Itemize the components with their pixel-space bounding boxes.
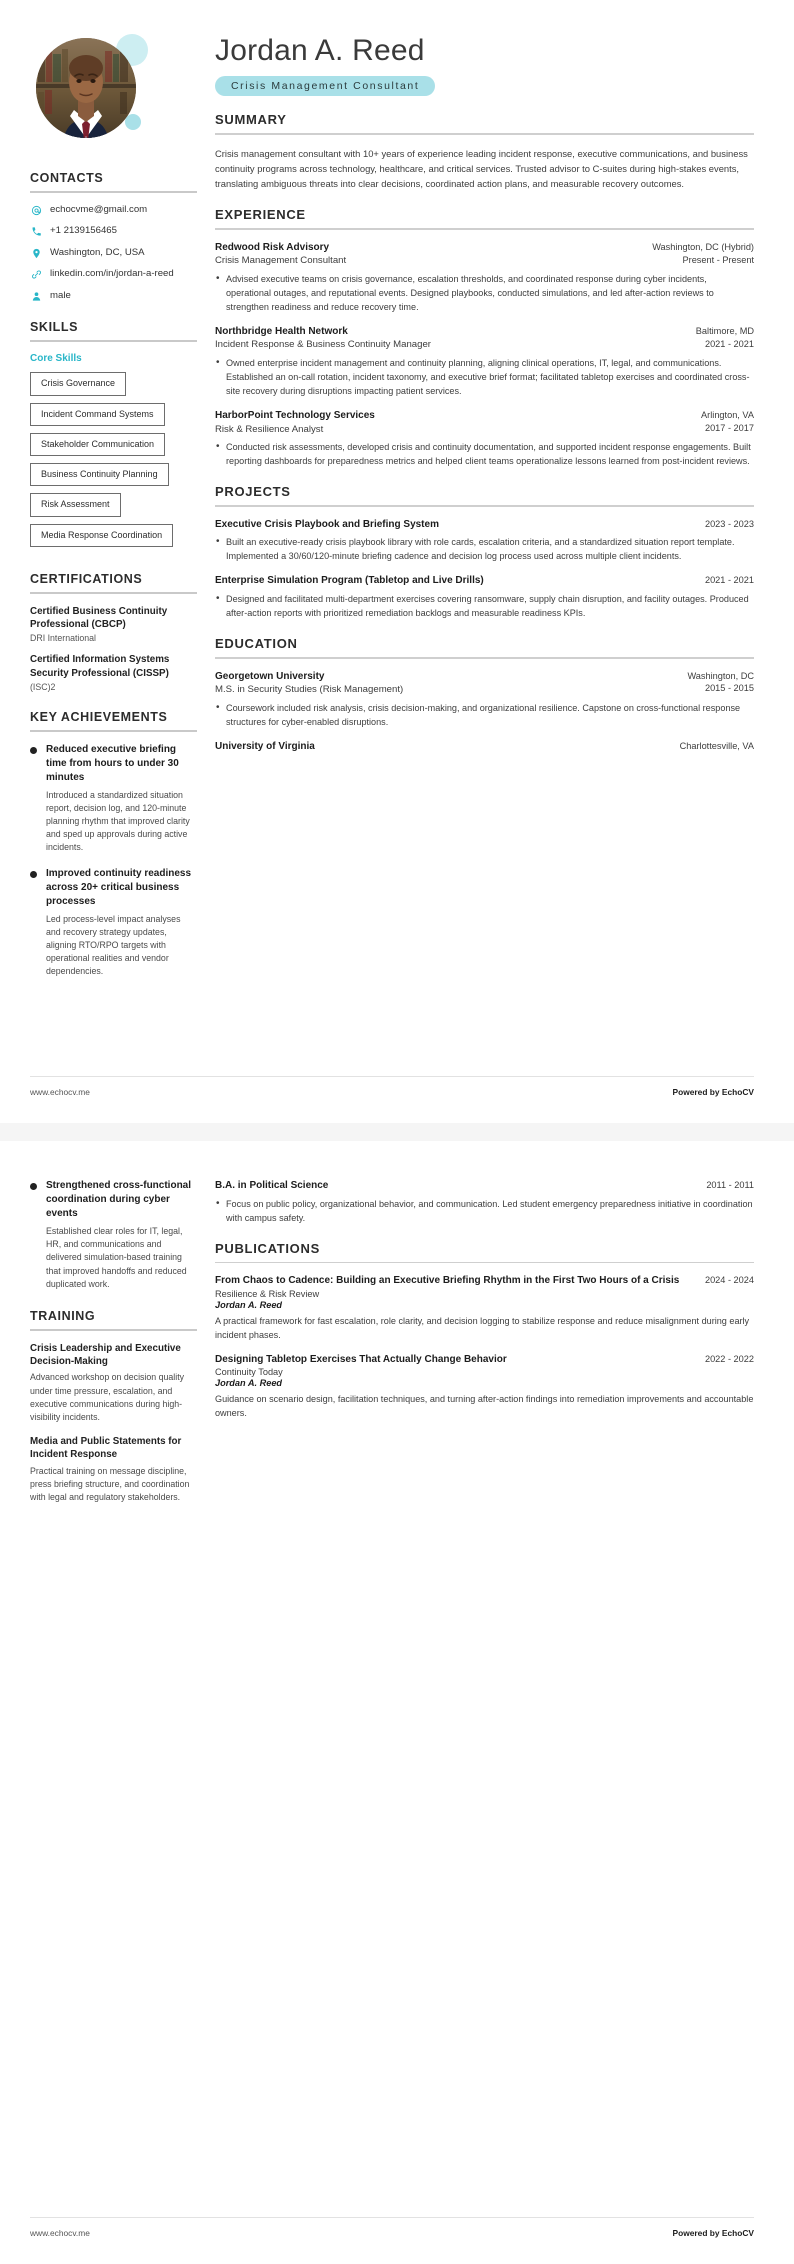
project-item (215, 574, 754, 620)
projects-heading: PROJECTS (215, 484, 291, 500)
contact-linkedin-value: linkedin.com/in/jordan-a-reed (50, 268, 174, 280)
training-desc: Practical training on message discipline, press briefing structure, and coordination with legal and regulatory stakeholders. (30, 1465, 190, 1502)
experience-dates: 2017 - 2017 (704, 422, 754, 433)
achievement-title: Improved continuity readiness across 20+ critical business processes (46, 867, 192, 907)
skills-section (30, 320, 197, 554)
contact-phone[interactable] (30, 225, 197, 237)
footer-brand (673, 1087, 754, 1097)
footer-brand-name: EchoCV (721, 2228, 754, 2238)
bullet-item: • Focus on public policy, organizational behavior, and communication. Led student emergency preparedness initiative in coordination with campus safety. (215, 1197, 754, 1225)
experience-section (215, 207, 754, 468)
resume-page-1 (0, 0, 794, 1123)
experience-bullets (215, 272, 754, 314)
education-school: Georgetown University (215, 670, 325, 682)
publication-author: Jordan A. Reed (215, 1378, 283, 1389)
certification-org: DRI International (30, 633, 97, 644)
achievements-divider (30, 730, 197, 732)
skills-divider (30, 340, 197, 342)
publication-journal: Continuity Today (215, 1367, 283, 1378)
sidebar (0, 0, 215, 991)
education-degree: M.S. in Security Studies (Risk Management) (215, 684, 404, 696)
experience-location: Baltimore, MD (695, 325, 754, 336)
summary-divider (215, 133, 754, 135)
contacts-heading: CONTACTS (30, 171, 104, 185)
sidebar-continued (0, 1141, 215, 1515)
skill-chip: Incident Command Systems (30, 403, 165, 426)
bullet-item: • Conducted risk assessments, developed crisis and continuity documentation, and supported incident response engagements. Built reporting dashboards for preparedness metrics and helped client teams operationalize lessons learned from post-incident reviews. (215, 440, 754, 468)
footer-divider (30, 2217, 754, 2218)
main-content (215, 0, 794, 991)
achievement-title: Strengthened cross-functional coordination during cyber events (46, 1180, 192, 1219)
contact-location (30, 247, 197, 259)
publications-section (215, 1241, 754, 1421)
education-school: University of Virginia (215, 740, 315, 752)
skills-group-title: Core Skills (30, 353, 82, 365)
achievements-section (30, 710, 197, 979)
publication-dates: 2022 - 2022 (704, 1353, 754, 1364)
experience-org: HarborPoint Technology Services (215, 410, 375, 422)
page-footer (0, 1087, 794, 1097)
experience-item (215, 325, 754, 398)
experience-item (215, 409, 754, 468)
experience-dates: Present - Present (682, 254, 754, 265)
education-bullets (215, 1197, 754, 1225)
publication-desc: A practical framework for fast escalation, role clarity, and decision logging to stabilize response and reduce misalignment during early incident phases. (215, 1315, 750, 1340)
contact-linkedin[interactable] (30, 268, 197, 280)
contact-gender-value: male (50, 289, 71, 301)
project-item (215, 518, 754, 564)
education-bullets (215, 701, 754, 729)
achievement-item (30, 743, 197, 855)
education-item (215, 670, 754, 729)
education-item (215, 1179, 754, 1225)
page-gap (0, 1123, 794, 1141)
achievements-heading: KEY ACHIEVEMENTS (30, 709, 168, 724)
bullet-icon (30, 1183, 37, 1190)
experience-org: Northbridge Health Network (215, 325, 348, 337)
skill-chip: Business Continuity Planning (30, 463, 169, 486)
training-item (30, 1342, 197, 1424)
certifications-heading: CERTIFICATIONS (30, 571, 143, 586)
contact-email[interactable] (30, 204, 197, 216)
training-item (30, 1435, 197, 1504)
certification-name: Certified Business Continuity Professional (CBCP) (30, 605, 168, 631)
experience-org: Redwood Risk Advisory (215, 241, 330, 253)
projects-section (215, 484, 754, 620)
footer-powered-label: Powered by (672, 1087, 722, 1097)
resume-page-2 (0, 1141, 794, 2264)
bullet-icon (30, 871, 37, 878)
experience-location: Washington, DC (Hybrid) (652, 241, 754, 252)
footer-site[interactable]: www.echocv.me (30, 2228, 90, 2238)
bullet-item: • Advised executive teams on crisis governance, escalation thresholds, and coordinated response during cyber incidents, operational outages, and reputational events. Designed playbooks, conducted simulations, and led after-action reviews to strengthen readiness and reduce recovery time. (215, 272, 754, 314)
publication-dates: 2024 - 2024 (704, 1275, 754, 1286)
achievement-title: Reduced executive briefing time from hours to under 30 minutes (46, 743, 179, 783)
certification-org: (ISC)2 (30, 681, 56, 692)
certifications-divider (30, 592, 197, 594)
skills-list (30, 372, 197, 554)
experience-bullets (215, 440, 754, 468)
education-location: Charlottesville, VA (679, 740, 754, 751)
contacts-divider (30, 191, 197, 193)
bullet-item: • Coursework included risk analysis, crisis decision-making, and organizational resilience. Capstone on cross-functional response structures for cyber-enabled disruptions. (215, 701, 754, 729)
achievement-desc: Led process-level impact analyses and recovery strategy updates, aligning RTO/RPO targets with operational realities and vendor dependencies. (46, 913, 181, 977)
achievements-continued (30, 1179, 197, 1291)
achievement-item (30, 867, 197, 979)
avatar (36, 38, 136, 138)
publication-title: From Chaos to Cadence: Building an Executive Briefing Rhythm in the First Two Hours of a Crisis (215, 1275, 680, 1287)
page-footer (0, 2228, 794, 2238)
skill-chip: Stakeholder Communication (30, 433, 165, 456)
education-continued (215, 1179, 754, 1225)
experience-role: Incident Response & Business Continuity Manager (215, 339, 431, 351)
contact-phone-value: +1 2139156465 (50, 225, 117, 237)
email-icon (30, 204, 42, 216)
person-icon (30, 290, 42, 302)
project-name: Enterprise Simulation Program (Tabletop and Live Drills) (215, 575, 484, 587)
experience-divider (215, 228, 754, 230)
publications-heading: PUBLICATIONS (215, 1240, 320, 1256)
contact-gender (30, 290, 197, 302)
contact-email-value: echocvme@gmail.com (50, 204, 148, 215)
project-bullets (215, 535, 754, 563)
projects-divider (215, 505, 754, 507)
bullet-item: • Built an executive-ready crisis playbook library with role cards, escalation criteria, and a standardized situation report template. Implemented a 30/60/120-minute briefing cadence and decision log process used across multiple client incidents. (215, 535, 754, 563)
training-section (30, 1309, 197, 1504)
publications-divider (215, 1262, 754, 1264)
summary-section (215, 112, 754, 191)
footer-site[interactable]: www.echocv.me (30, 1087, 90, 1097)
experience-item (215, 241, 754, 314)
main-content-continued (215, 1141, 794, 1515)
job-title-badge: Crisis Management Consultant (215, 76, 435, 96)
footer-divider (30, 1076, 754, 1077)
publication-author: Jordan A. Reed (215, 1299, 283, 1310)
bullet-item: • Owned enterprise incident management and continuity planning, aligning clinical operations, IT, legal, and communications. Established an on-call rotation, incident taxonomy, and executive brief format; facilitated tabletop exercises and coordinated cross-site recovery during disruptions impacting patient services. (215, 356, 754, 398)
publication-desc: Guidance on scenario design, facilitation techniques, and turning after-action findings into remediation improvements and accountable owners. (215, 1394, 754, 1419)
project-dates: 2023 - 2023 (704, 518, 754, 529)
training-desc: Advanced workshop on decision quality under time pressure, escalation, and executive communications during high-visibility incidents. (30, 1372, 185, 1422)
phone-icon (30, 225, 42, 237)
education-heading: EDUCATION (215, 636, 298, 652)
achievement-desc: Established clear roles for IT, legal, HR, and communications and delivered simulation-based training that improved handoffs and reduced duplicated work. (46, 1226, 187, 1289)
training-heading: TRAINING (30, 1308, 96, 1323)
training-divider (30, 1329, 197, 1331)
project-name: Executive Crisis Playbook and Briefing System (215, 518, 439, 530)
publication-journal: Resilience & Risk Review (215, 1288, 320, 1299)
publication-title: Designing Tabletop Exercises That Actually Change Behavior (215, 1353, 507, 1365)
certification-name: Certified Information Systems Security Professional (CISSP) (30, 654, 170, 679)
education-dates: 2015 - 2015 (704, 683, 754, 694)
training-title: Crisis Leadership and Executive Decision-Making (30, 1342, 181, 1368)
experience-location: Arlington, VA (701, 410, 754, 421)
publication-item (215, 1274, 754, 1342)
skill-chip: Risk Assessment (30, 493, 121, 516)
experience-heading: EXPERIENCE (215, 207, 306, 223)
skills-heading: SKILLS (30, 320, 79, 335)
experience-dates: 2021 - 2021 (704, 338, 754, 349)
publication-item (215, 1353, 754, 1421)
bullet-item: • Designed and facilitated multi-department exercises covering ransomware, supply chain disruption, and facility outages. Produced after-action reports with prioritized remediation backlogs and measurable readiness KPIs. (215, 592, 754, 620)
footer-brand (673, 2228, 754, 2238)
education-dates: 2011 - 2011 (706, 1180, 754, 1190)
contacts-section (30, 171, 197, 302)
project-bullets (215, 592, 754, 620)
bullet-icon (30, 747, 37, 754)
education-location: Washington, DC (687, 670, 754, 681)
summary-text: Crisis management consultant with 10+ years of experience leading incident response, executive communications, and business continuity programs across technology, healthcare, and critical services. Trusted advisor to C-suites during high-stakes events, translating ambiguous threats into clear decisions, coordinated action plans, and measurable recovery outcomes. (215, 147, 748, 189)
project-dates: 2021 - 2021 (704, 575, 754, 586)
education-item (215, 740, 754, 754)
certification-item (30, 653, 197, 691)
experience-bullets (215, 356, 754, 398)
skill-chip: Media Response Coordination (30, 524, 173, 547)
certification-item (30, 605, 197, 643)
decorative-circle-small (125, 114, 141, 130)
achievement-item (30, 1179, 197, 1291)
education-divider (215, 657, 754, 659)
footer-powered-label: Powered by (672, 2228, 722, 2238)
education-section (215, 636, 754, 753)
summary-heading: SUMMARY (215, 112, 287, 127)
education-degree: B.A. in Political Science (215, 1180, 329, 1191)
skill-chip: Crisis Governance (30, 372, 126, 395)
page-title: Jordan A. Reed (215, 34, 425, 67)
link-icon (30, 268, 42, 280)
training-title: Media and Public Statements for Incident Response (30, 1436, 182, 1461)
contact-location-value: Washington, DC, USA (50, 246, 145, 258)
footer-brand-name: EchoCV (721, 1087, 754, 1097)
profile-photo-block (30, 28, 215, 153)
achievement-desc: Introduced a standardized situation report, decision log, and 120-minute planning rhythm that improved clarity and sped up approvals during active incidents. (46, 789, 190, 853)
experience-role: Risk & Resilience Analyst (215, 423, 324, 435)
experience-role: Crisis Management Consultant (215, 255, 347, 267)
certifications-section (30, 572, 197, 692)
location-icon (30, 247, 42, 259)
